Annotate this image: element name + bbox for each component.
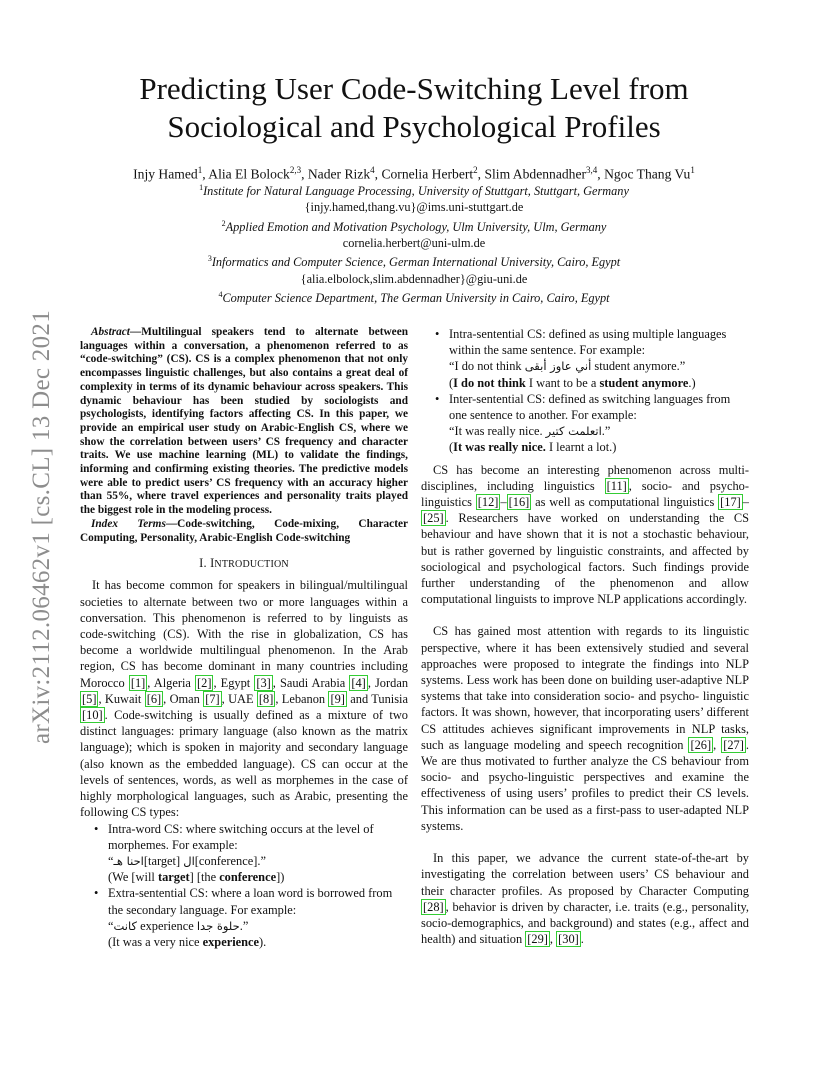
translation-text: ( <box>449 375 454 390</box>
list-item-intra-word <box>108 821 408 886</box>
left-column <box>80 326 408 950</box>
intro-text: , Saudi Arabia <box>272 675 350 690</box>
affil-email-3: {alia.elbolock,slim.abdennadher}@giu-uni.de <box>300 271 528 286</box>
affil-name: Informatics and Computer Science, German International University, Cairo, Egypt <box>211 255 621 270</box>
example-english: .” <box>601 424 611 439</box>
quote-mark: “ <box>108 853 114 868</box>
cs-type-list-left <box>80 821 408 951</box>
section-heading-introduction <box>80 555 408 573</box>
author-sep: , <box>202 166 209 182</box>
affiliation-2 <box>80 216 748 235</box>
example-english: student anymore.” <box>591 359 686 374</box>
abstract <box>80 326 408 518</box>
author-sep: , <box>374 166 382 182</box>
author-name: Ngoc Thang Vu <box>604 166 691 182</box>
example-arabic <box>449 423 749 439</box>
paragraph-cs-attention <box>421 623 749 834</box>
index-terms-text: —Code-switching, Code-mixing, Character Computing, Personality, Arabic-English Code-switching <box>80 517 408 544</box>
list-item-intra-sentential <box>449 326 749 391</box>
body-text: In this paper, we advance the current state-of-the-art by investigating the correlation between users’ CS behaviour and their character profiles. As proposed by Character Computing <box>421 851 749 898</box>
intro-text: . Code-switching is usually defined as a mixture of two distinct languages: primary language (also known as the matrix language); which is spoken in majority and secondary language (also known as the embedded language). CS can occur at the levels of sentences, words, as well as morphemes in the case of highly morphological languages, such as Arabic, presenting the following CS types: <box>80 708 408 820</box>
affil-sup: 4 <box>218 290 223 300</box>
example-translation <box>108 869 408 885</box>
arabic-text: احنا هـ <box>113 853 144 868</box>
body-text: – <box>742 495 749 510</box>
paragraph-gap <box>421 607 749 623</box>
translation-bold: I do not think <box>453 375 526 390</box>
arabic-text: اتعلمت كتير <box>545 424 602 439</box>
author-sup: 2,3 <box>289 165 302 175</box>
affiliation-4 <box>80 287 748 306</box>
citation-link[interactable]: [16] <box>508 495 530 510</box>
body-text: , socio- and psycho-linguistics <box>421 478 749 510</box>
intro-text: and Tunisia <box>346 691 408 706</box>
intro-text: , Algeria <box>147 675 195 690</box>
citation-link[interactable]: [2] <box>197 675 212 690</box>
cs-type-desc: • Inter-sentential CS: defined as switching languages from one sentence to another. For example: <box>449 391 731 423</box>
author-sep: , <box>597 166 605 182</box>
affiliation-1 <box>80 180 748 199</box>
abstract-text: —Multilingual speakers tend to alternate between languages within a conversation, a phenomenon referred to as “code-switching” (CS). CS is a complex phenomenon that not only encompasses linguistic challenges, but also contains a great deal of complexity in terms of its dynamic behaviour across speakers. This dynamic behaviour has been studied by sociologists and psychologists, identifying factors affecting CS. In this paper, we provide an empirical user study on Arabic-English CS, where we show the correlation between users’ CS frequency and character traits. We use machine learning (ML) to validate the findings, informing and confirming existing theories. The predictive models were able to predict users’ CS frequency with an accuracy higher than 55%, where travel experiences and personality traits played the biggest role in the modeling process. <box>80 326 408 517</box>
arxiv-stamp-text: arXiv:2112.06462v1 [cs.CL] 13 Dec 2021 <box>28 309 55 745</box>
author-sep: , <box>477 166 485 182</box>
paragraph-this-paper <box>421 850 749 947</box>
quote-mark: “ <box>108 918 114 933</box>
author-name: Injy Hamed <box>133 166 198 182</box>
cs-type-desc: • Intra-sentential CS: defined as using multiple languages within the same sentence. For example: <box>449 327 727 358</box>
abstract-label: Abstract <box>91 326 130 338</box>
author-sep: , <box>301 166 308 182</box>
paragraph-gap <box>421 834 749 850</box>
example-translation <box>449 439 749 455</box>
example-arabic <box>108 918 408 934</box>
citation-link[interactable]: [4] <box>351 675 366 690</box>
intro-text: , UAE <box>221 691 257 706</box>
list-item-inter-sentential <box>449 391 749 456</box>
intro-text: It has become common for speakers in bilingual/multilingual societies to alternate between two or more languages within a conversation. This phenomenon is referred to by linguists as code-switching (CS). With the rise in globalization, CS has become a worldwide multilingual phenomenon. In the Arab region, CS has become dominant in many countries including Morocco <box>80 578 408 690</box>
body-text: , <box>713 737 722 752</box>
right-column <box>421 326 749 947</box>
quote-mark: .” <box>257 853 266 868</box>
affiliations <box>80 180 748 306</box>
author-name: Slim Abdennadher <box>484 166 587 182</box>
body-text: CS has become an interesting phenomenon across multi-disciplines, including linguistics <box>421 462 749 493</box>
example-english: experience <box>136 918 197 933</box>
citation-link[interactable]: [30] <box>558 932 579 947</box>
paper-title <box>80 70 748 146</box>
author-name: Cornelia Herbert <box>381 166 474 182</box>
example-english: “It was really nice. <box>449 424 546 439</box>
author-name: Nader Rizk <box>307 166 371 182</box>
cs-type-desc: • Intra-word CS: where switching occurs at the level of morphemes. For example: <box>108 821 374 852</box>
translation-bold: student anymore <box>599 375 689 390</box>
citation-link[interactable]: [9] <box>330 691 345 706</box>
translation-text: ( <box>449 440 454 455</box>
example-english: “I do not think <box>449 359 525 374</box>
arabic-text: حلوة جدا <box>196 918 240 933</box>
citation-link[interactable]: [7] <box>205 691 220 706</box>
cs-type-list-right <box>421 326 749 456</box>
body-text: as well as computational linguistics <box>531 495 719 510</box>
example-translation <box>449 375 749 391</box>
affil-sup: 2 <box>221 218 226 228</box>
arabic-text: أني عاوز أبقى <box>524 359 592 374</box>
arxiv-stamp <box>22 292 62 762</box>
author-sup: 2 <box>473 165 478 175</box>
affil-name: Applied Emotion and Motivation Psychology, Ulm University, Ulm, Germany <box>225 219 607 234</box>
intro-text: , Oman <box>163 691 204 706</box>
affil-email-1: {injy.hamed,thang.vu}@ims.uni-stuttgart.de <box>304 200 524 215</box>
example-translation <box>108 934 408 950</box>
intro-text: , Lebanon <box>275 691 329 706</box>
translation-bold: conference <box>219 870 277 885</box>
index-terms-label: Index Terms <box>91 517 166 530</box>
intro-paragraph <box>80 577 408 820</box>
citation-link[interactable]: [27] <box>723 737 744 752</box>
list-item-extra-sentential <box>108 885 408 950</box>
translation-text: .) <box>688 375 696 390</box>
affil-email-2: cornelia.herbert@uni-ulm.de <box>342 236 486 251</box>
affil-name: Computer Science Department, The German University in Cairo, Cairo, Egypt <box>222 291 610 306</box>
intro-text: , Jordan <box>367 675 409 690</box>
citation-link[interactable]: [25] <box>423 511 444 526</box>
example-arabic <box>449 358 749 374</box>
author-sup: 1 <box>197 165 203 175</box>
affil-name: Institute for Natural Language Processing, University of Stuttgart, Stuttgart, Germany <box>203 184 629 199</box>
translation-bold: experience <box>202 934 260 949</box>
paragraph-cs-interest <box>421 462 749 608</box>
translation-text: (We [will <box>108 870 158 885</box>
author-name: Alia El Bolock <box>208 166 290 182</box>
title-line-2: Sociological and Psychological Profiles <box>167 109 661 144</box>
translation-text: ). <box>259 934 267 949</box>
title-line-1: Predicting User Code-Switching Level from <box>139 71 689 106</box>
citation-link[interactable]: [28] <box>423 899 444 914</box>
translation-text: ] [the <box>189 870 220 885</box>
citation-link[interactable]: [6] <box>146 691 162 706</box>
body-text: – <box>500 495 507 510</box>
cs-type-desc: • Extra-sentential CS: where a loan word is borrowed from the secondary language. For example: <box>108 886 393 917</box>
section-title-rest: NTRODUCTION <box>214 559 289 571</box>
body-text: . <box>580 932 584 947</box>
translation-bold: It was really nice. <box>453 440 546 455</box>
quote-mark: .” <box>239 918 249 933</box>
author-sup: 3,4 <box>586 165 598 175</box>
citation-link[interactable]: [5] <box>82 691 97 706</box>
author-sup: 1 <box>690 165 695 175</box>
example-english: [target] <box>143 853 181 868</box>
citation-link[interactable]: [1] <box>130 675 146 690</box>
section-number: I. <box>199 556 207 571</box>
affiliation-3 <box>80 251 748 270</box>
affil-sup: 3 <box>207 254 212 264</box>
citation-link[interactable]: [11] <box>606 478 627 493</box>
citation-link[interactable]: [3] <box>256 675 271 690</box>
body-text: . Researchers have worked on understanding the CS behaviour and have shown that it is not a stochastic behaviour, but is rather governed by linguistic constraints, and affected by sociological and psychological factors. Such findings provide further understanding of the phenomenon and allow computational linguists to improve NLP applications accordingly. <box>421 511 749 607</box>
translation-text: (It was a very nice <box>108 934 203 949</box>
citation-link[interactable]: [26] <box>690 737 712 752</box>
citation-link[interactable]: [29] <box>527 932 548 947</box>
citation-link[interactable]: [8] <box>258 691 274 706</box>
example-english: [conference] <box>194 853 258 868</box>
body-text: CS has gained most attention with regards to its linguistic perspective, where it has been extensively studied and several approaches were proposed to integrate the findings into NLP systems. Less work has been done on building user-adaptive NLP systems that take into consideration socio- and psycho- linguistic factors. It was shown, however, that incorporating users’ different CS attitudes achieves significant improvements in NLP tasks, such as language modeling and speech recognition <box>421 624 749 752</box>
affil-sup: 1 <box>199 183 204 192</box>
translation-text: ]) <box>276 870 285 885</box>
intro-text: , Egypt <box>213 675 255 690</box>
translation-bold: target <box>157 870 190 885</box>
body-text: . We are thus motivated to further analyze the CS behaviour from socio- and psycho-linguistic perspectives and examine the effectiveness of using users’ profiles to predict their CS levels. This information can be used as a first-pass to user-adapted NLP systems. <box>421 737 749 833</box>
section-title-first: I <box>210 556 215 571</box>
translation-text: I learnt a lot.) <box>545 440 617 455</box>
body-text: , behavior is driven by character, i.e. traits (e.g., personality, socio-demographics, and background) and states (e.g., affect and health) and situation <box>421 899 749 947</box>
index-terms <box>80 518 408 545</box>
translation-text: I want to be a <box>525 375 600 390</box>
body-text: , <box>549 932 557 947</box>
author-sup: 4 <box>370 165 375 175</box>
citation-link[interactable]: [10] <box>82 708 103 723</box>
example-arabic <box>108 853 408 869</box>
citation-link[interactable]: [12] <box>477 495 499 510</box>
citation-link[interactable]: [17] <box>720 495 741 510</box>
arabic-text: كانت <box>113 918 137 933</box>
intro-text: , Kuwait <box>98 691 145 706</box>
arabic-text: ال <box>183 853 195 868</box>
